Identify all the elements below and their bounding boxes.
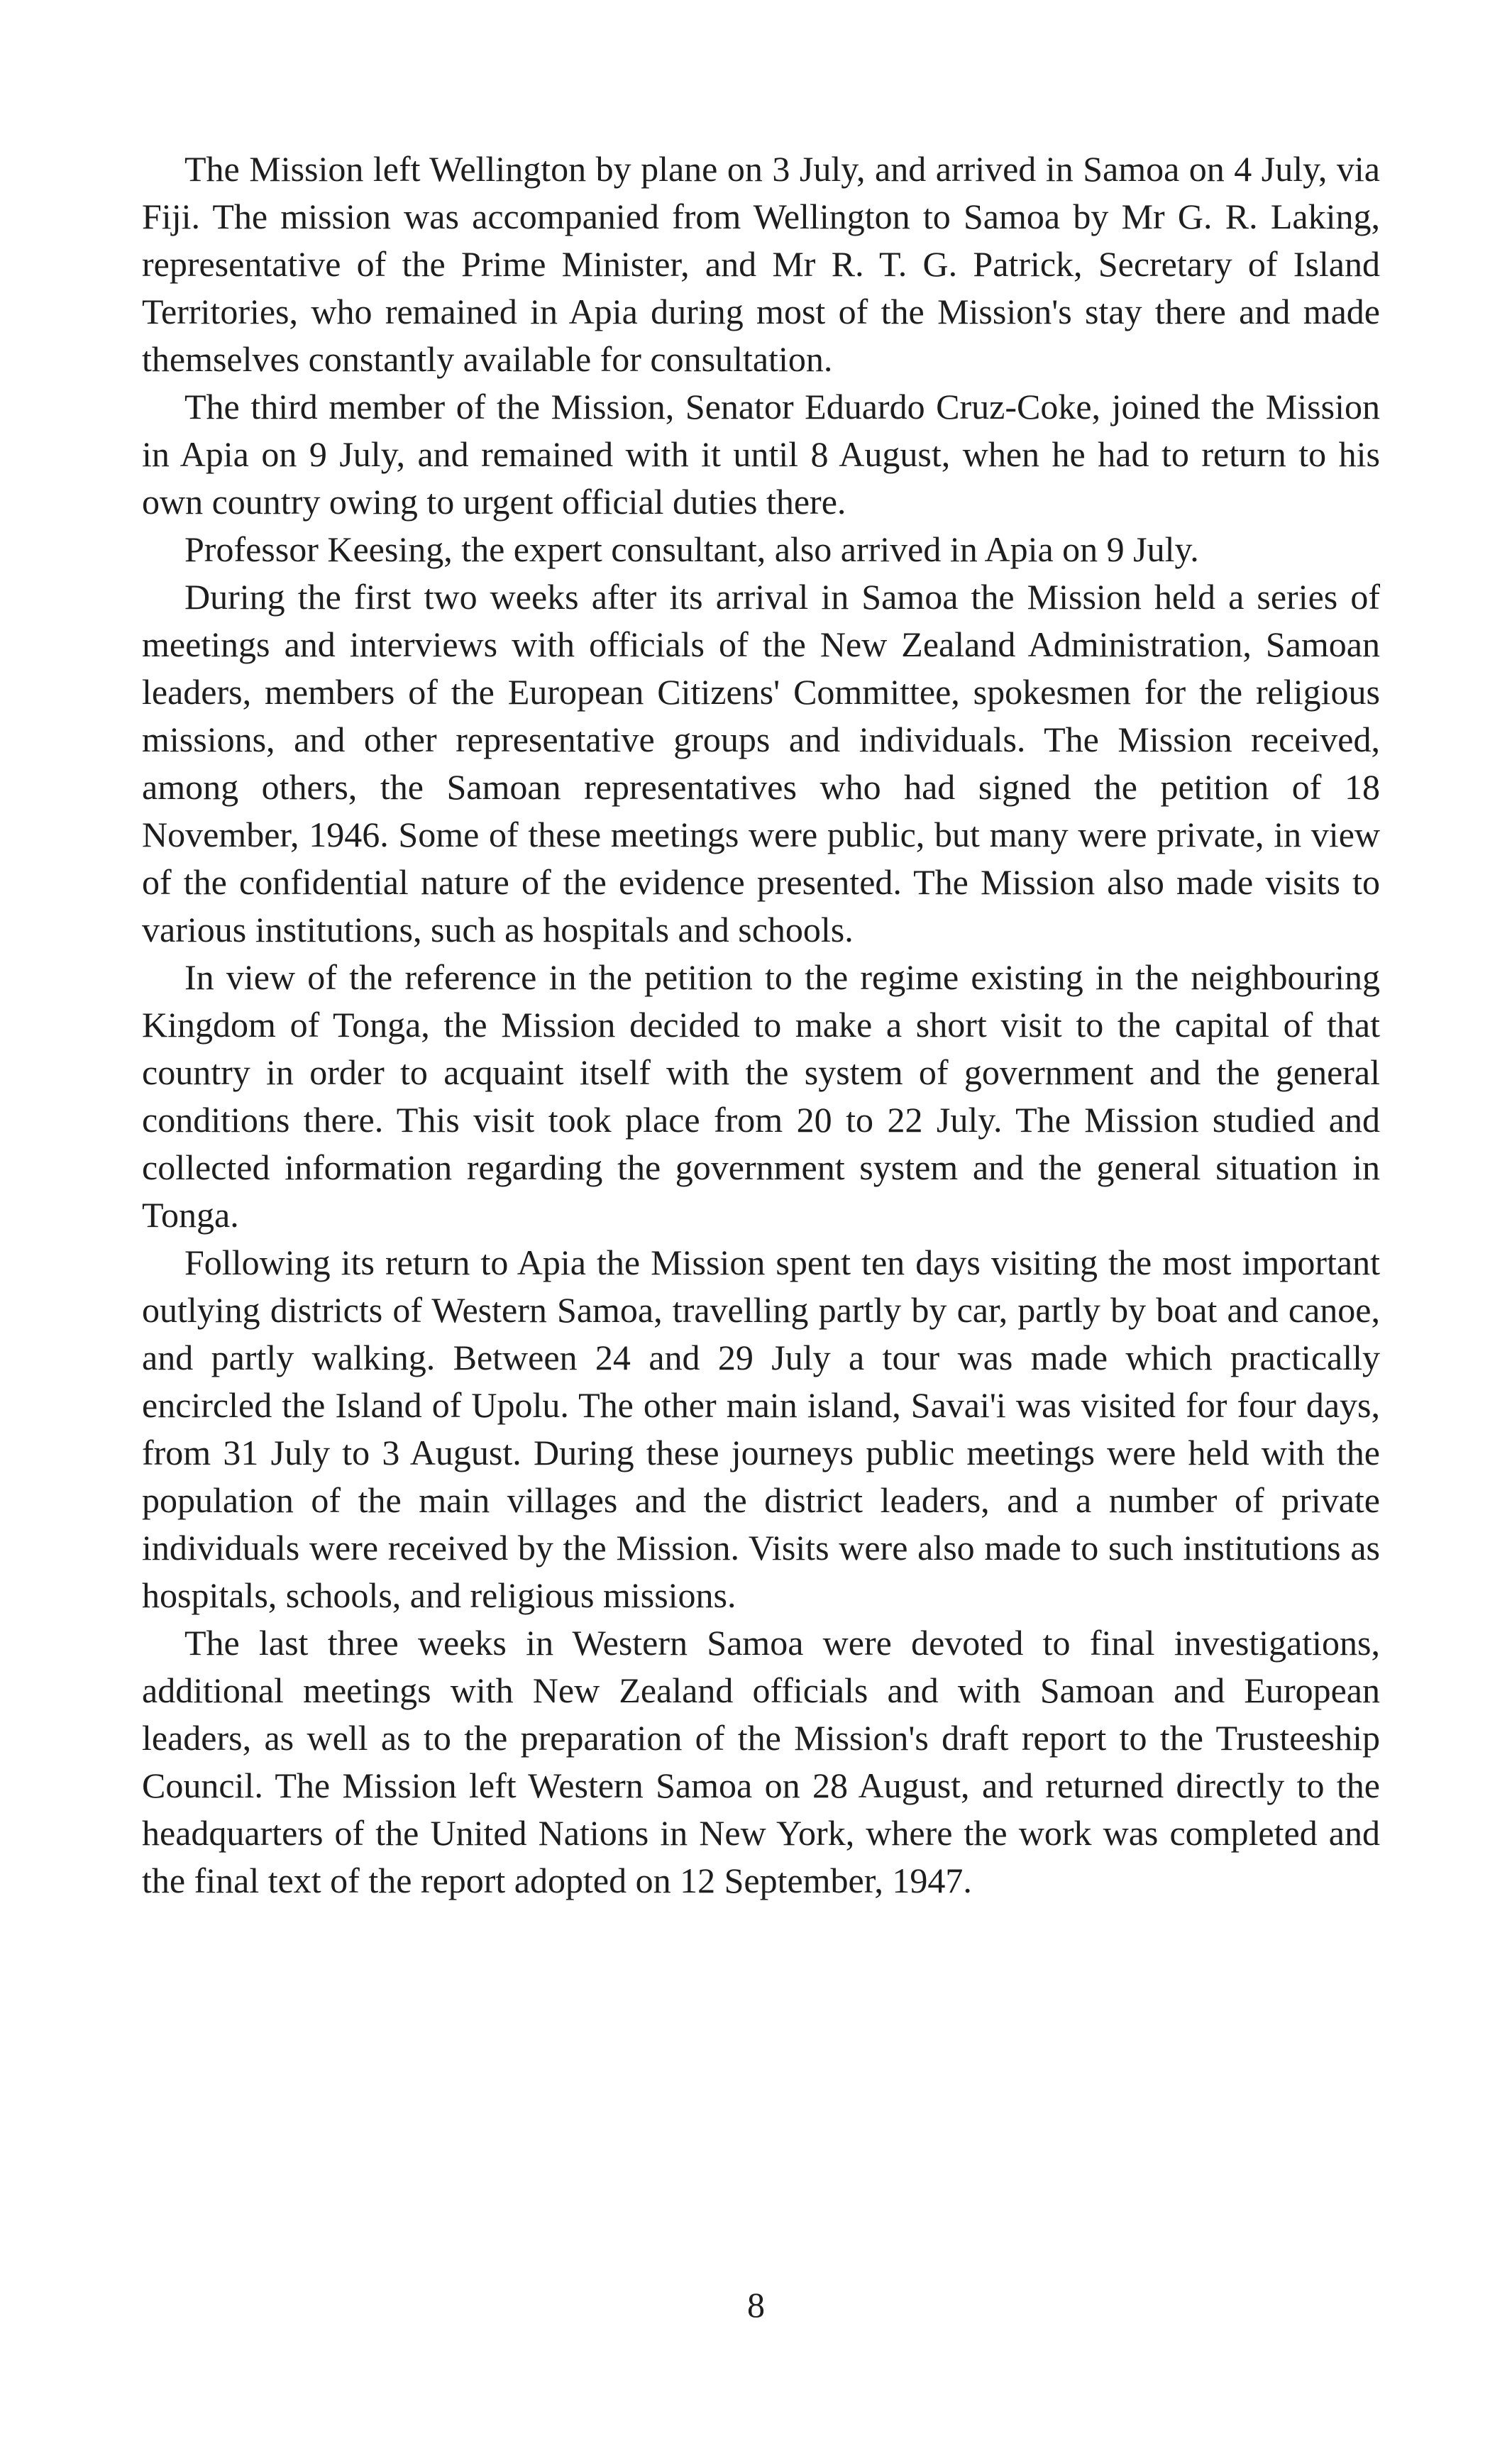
paragraph-third-member: The third member of the Mission, Senator Eduardo Cruz-Coke, joined the Mission in Apia on 9 July, and remained with it until 8 August, when he had to return to his own country owing to urgent official duties there.	[142, 387, 1380, 522]
paragraph-district-tours: Following its return to Apia the Mission spent ten days visiting the most important outlying districts of Western Samoa, travelling partly by car, partly by boat and canoe, and partly walking. Between 24 and 29 July a tour was made which practically encircled the Island of Upolu. The other main island, Savai'i was visited for four days, from 31 July to 3 August. During these journeys public meetings were held with the population of the main villages and the district leaders, and a number of private individuals were received by the Mission. Visits were also made to such institutions as hospitals, schools, and religious missions.	[142, 1243, 1380, 1615]
paragraph-final-weeks: The last three weeks in Western Samoa were devoted to final investigations, additional meetings with New Zealand officials and with Samoan and European leaders, as well as to the preparation of the Mission's draft report to the Trusteeship Council. The Mission left Western Samoa on 28 August, and returned directly to the headquarters of the United Nations in New York, where the work was completed and the final text of the report adopted on 12 September, 1947.	[142, 1623, 1380, 1900]
paragraph-tonga-visit: In view of the reference in the petition to the regime existing in the neighbouring Kingdom of Tonga, the Mission decided to make a short visit to the capital of that country in order to acquaint itself with the system of government and the general conditions there. This visit took place from 20 to 22 July. The Mission studied and collected information regarding the government system and the general situation in Tonga.	[142, 957, 1380, 1235]
page-number: 8	[747, 2285, 765, 2325]
paragraph-departure: The Mission left Wellington by plane on 3 July, and arrived in Samoa on 4 July, via Fiji. The mission was accompanied from Wellington to Samoa by Mr G. R. Laking, representative of the Prime Minister, and Mr R. T. G. Patrick, Secretary of Island Territories, who remained in Apia during most of the Mission's stay there and made themselves constantly available for consultation.	[142, 149, 1380, 379]
paragraph-first-two-weeks: During the first two weeks after its arrival in Samoa the Mission held a series of meetings and interviews with officials of the New Zealand Administration, Samoan leaders, members of the European Citizens' Committee, spokesmen for the religious missions, and other representative groups and individuals. The Mission received, among others, the Samoan representatives who had signed the petition of 18 November, 1946. Some of these meetings were public, but many were private, in view of the confidential nature of the evidence presented. The Mission also made visits to various institutions, such as hospitals and schools.	[142, 577, 1380, 949]
document-body	[142, 145, 1380, 1905]
paragraph-expert-consultant: Professor Keesing, the expert consultant, also arrived in Apia on 9 July.	[184, 529, 1199, 569]
